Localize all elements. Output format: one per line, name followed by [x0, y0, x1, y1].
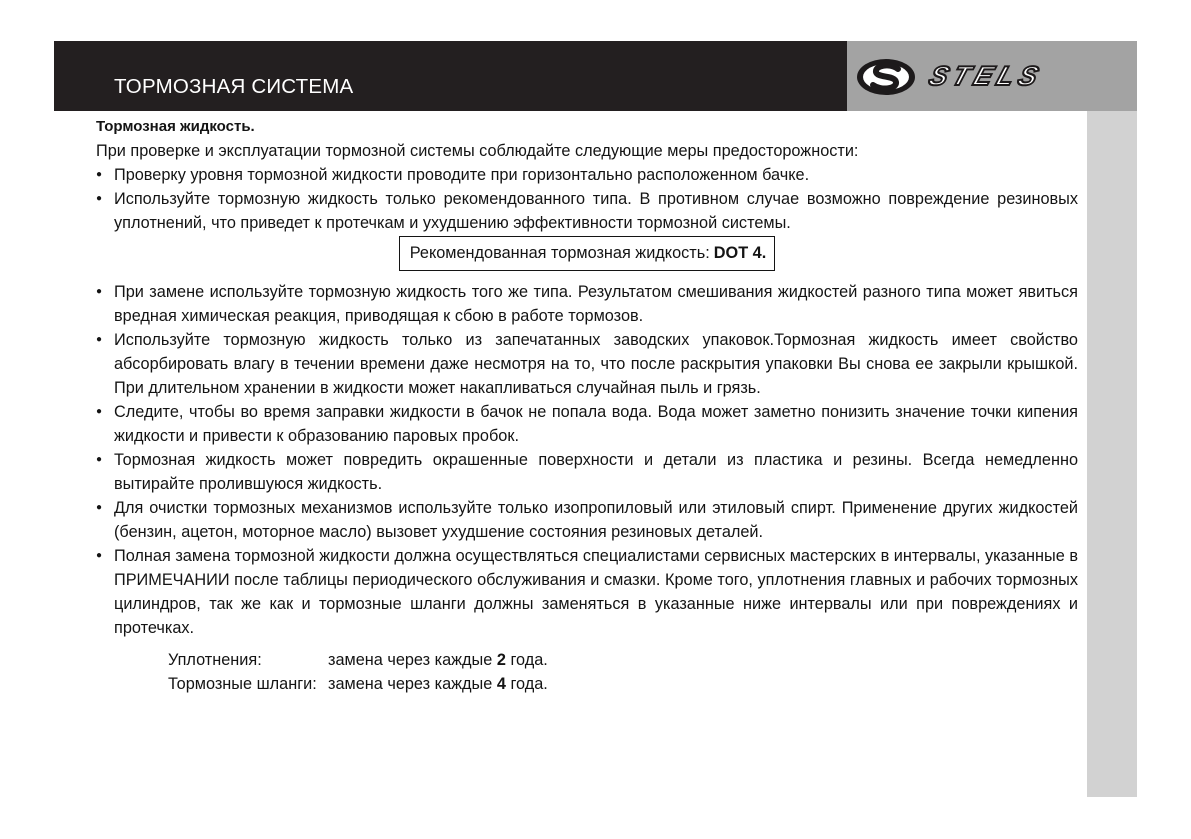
bullet-item: ● Полная замена тормозной жидкости должна осуществляться специалистами сервисных мастерских в интервалы, указанные в ПРИМЕЧАНИИ после таблицы периодического обслуживания и смазки. Кроме того, уплотнения главных и рабочих тормозных цилиндров, так же как и тормозные шланги должны заменяться в указанные ниже интервалы или при повреждениях и протечках. — [96, 544, 1078, 640]
stels-s-logo-icon — [855, 57, 917, 97]
page-title: ТОРМОЗНАЯ СИСТЕМА — [114, 75, 354, 98]
interval-row — [168, 648, 1078, 672]
bullet-item: ● Проверку уровня тормозной жидкости проводите при горизонтально расположенном бачке. — [96, 163, 1078, 187]
brand-logo — [847, 41, 1137, 111]
bullet-item: ● Для очистки тормозных механизмов используйте только изопропиловый или этиловый спирт. Применение других жидкостей (бензин, ацетон, моторное масло) вызовет ухудшение состояния резиновых деталей. — [96, 496, 1078, 544]
bullet-item: ● При замене используйте тормозную жидкость того же типа. Результатом смешивания жидкостей разного типа может явиться вредная химическая реакция, приводящая к сбою в работе тормозов. — [96, 280, 1078, 328]
bullet-item: ● Используйте тормозную жидкость только рекомендованного типа. В противном случае возможно повреждение резиновых уплотнений, что приведет к протечкам и ухудшению эффективности тормозной системы. — [96, 187, 1078, 235]
interval-value: замена через каждые 2 года. — [328, 651, 548, 669]
document-body — [96, 115, 1078, 696]
recommended-fluid-value: DOT 4. — [713, 244, 767, 262]
interval-years: 4 — [496, 675, 506, 693]
page-header — [54, 41, 1137, 111]
side-tab — [1087, 111, 1137, 797]
section-title: Тормозная жидкость. — [96, 118, 255, 135]
recommended-fluid-box-wrap — [96, 236, 1078, 272]
interval-years: 2 — [496, 651, 506, 669]
interval-value: замена через каждые 4 года. — [328, 675, 548, 693]
interval-row — [168, 672, 1078, 696]
logo-wordmark: STELS — [925, 61, 1048, 91]
intro-paragraph: При проверке и эксплуатации тормозной системы соблюдайте следующие меры предосторожности: — [96, 142, 859, 160]
bullet-item: ● Используйте тормозную жидкость только из запечатанных заводских упаковок.Тормозная жидкость имеет свойство абсорбировать влагу в течении времени даже несмотря на то, что после раскрытия упаковки Вы снова ее закрыли крышкой. При длительном хранении в жидкости может накапливаться случайная пыль и грязь. — [96, 328, 1078, 400]
interval-label: Уплотнения: — [168, 651, 262, 669]
interval-label: Тормозные шланги: — [168, 675, 317, 693]
bullet-item: ● Следите, чтобы во время заправки жидкости в бачок не попала вода. Вода может заметно понизить значение точки кипения жидкости и привести к образованию паровых пробок. — [96, 400, 1078, 448]
bullet-item: ● Тормозная жидкость может повредить окрашенные поверхности и детали из пластика и резины. Всегда немедленно вытирайте пролившуюся жидкость. — [96, 448, 1078, 496]
recommended-fluid-label: Рекомендованная тормозная жидкость: — [409, 244, 710, 262]
recommended-fluid-box — [399, 236, 776, 271]
replacement-intervals — [96, 648, 1078, 696]
